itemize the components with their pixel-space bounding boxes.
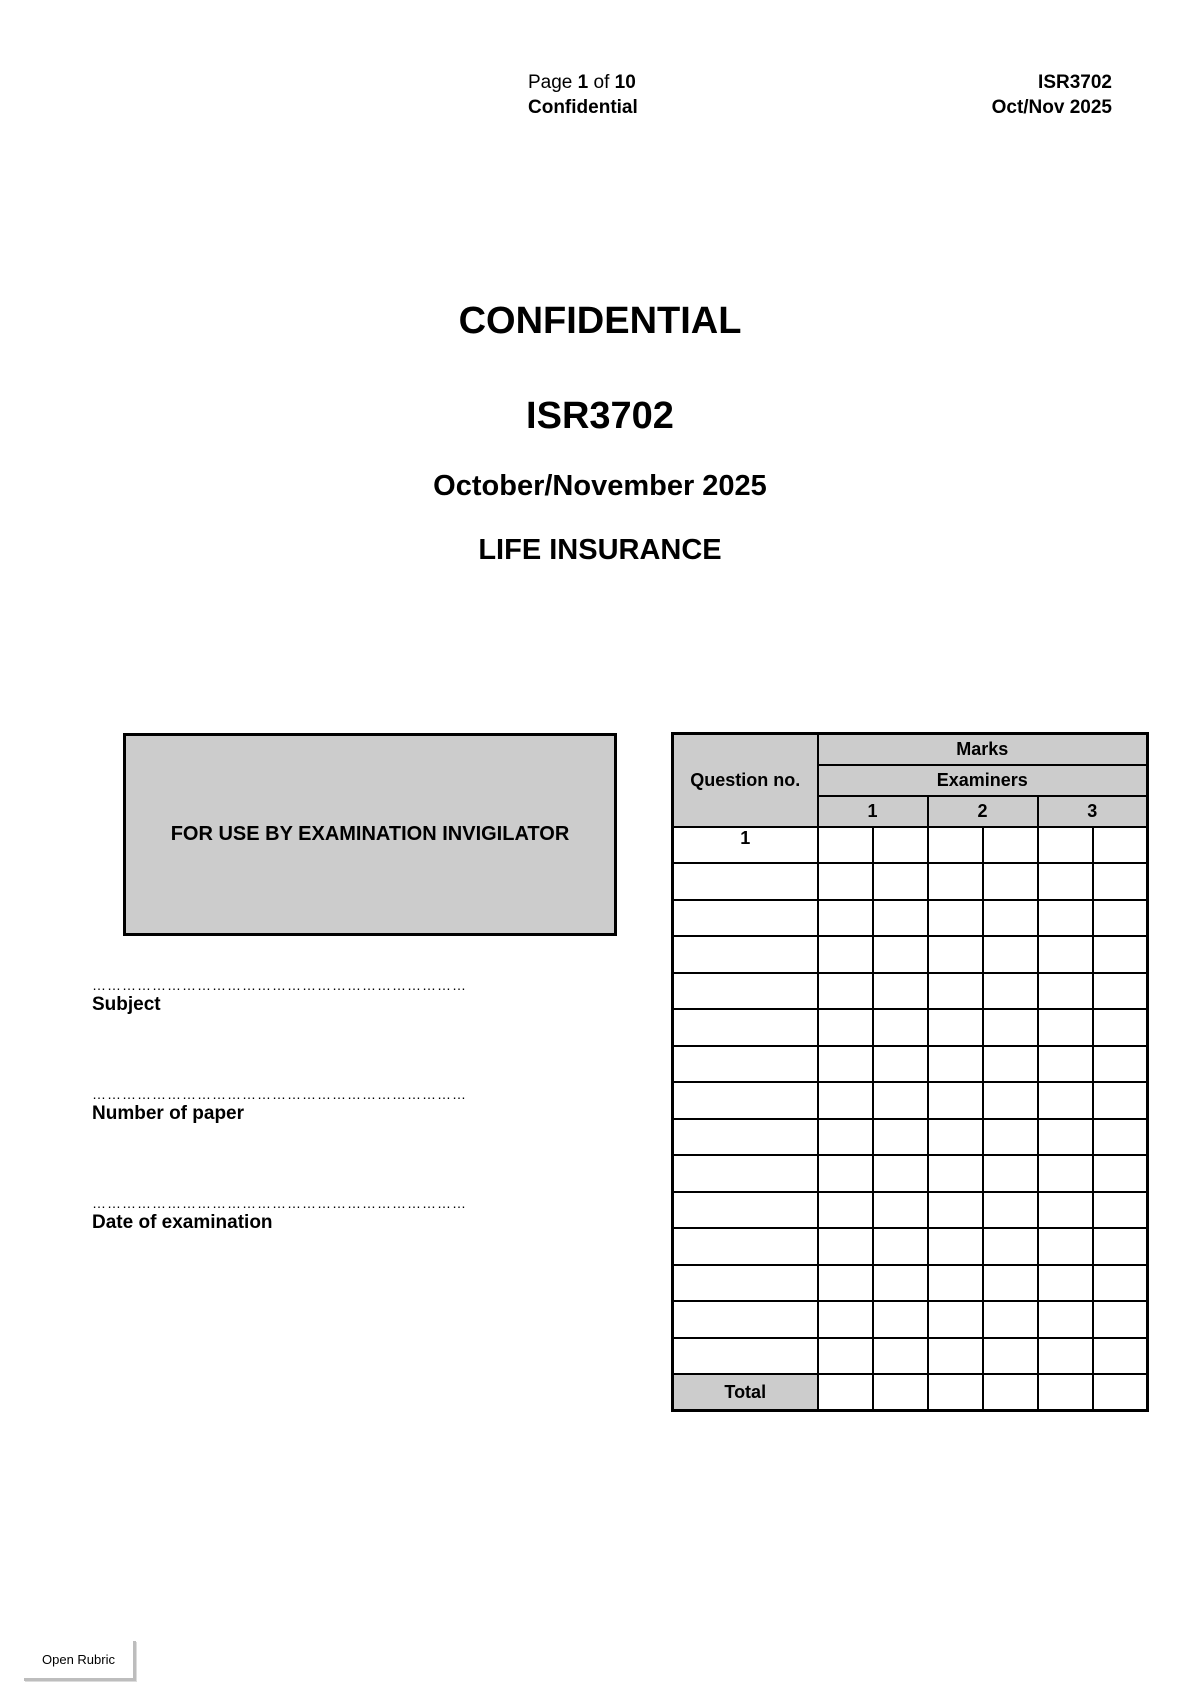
exam-date-label: Date of examination bbox=[92, 1212, 273, 1233]
mark-cell[interactable] bbox=[1038, 936, 1093, 973]
mark-cell[interactable] bbox=[1038, 863, 1093, 900]
mark-cell[interactable] bbox=[873, 1082, 928, 1119]
mark-cell[interactable] bbox=[873, 1192, 928, 1229]
mark-cell[interactable] bbox=[928, 1192, 983, 1229]
table-row bbox=[673, 1119, 1148, 1156]
examiner-1-header: 1 bbox=[818, 796, 928, 827]
mark-cell[interactable] bbox=[818, 1338, 873, 1375]
page-header-left bbox=[528, 70, 638, 120]
mark-cell[interactable] bbox=[1093, 1265, 1148, 1302]
mark-cell[interactable] bbox=[818, 1046, 873, 1083]
mark-cell[interactable] bbox=[928, 1082, 983, 1119]
mark-cell[interactable] bbox=[928, 1228, 983, 1265]
mark-cell[interactable] bbox=[818, 863, 873, 900]
mark-cell[interactable] bbox=[1093, 1301, 1148, 1338]
mark-cell[interactable] bbox=[818, 900, 873, 937]
mark-cell[interactable] bbox=[928, 1009, 983, 1046]
question-number-cell[interactable]: 1 bbox=[673, 827, 818, 864]
subject-title: LIFE INSURANCE bbox=[478, 534, 722, 566]
mark-cell[interactable] bbox=[928, 1301, 983, 1338]
mark-cell[interactable] bbox=[873, 1046, 928, 1083]
marks-header: Marks bbox=[818, 734, 1148, 765]
question-number-header: Question no. bbox=[673, 734, 818, 827]
mark-cell[interactable] bbox=[873, 1265, 928, 1302]
mark-cell[interactable] bbox=[873, 900, 928, 937]
mark-cell[interactable] bbox=[983, 900, 1038, 937]
mark-cell[interactable] bbox=[818, 1192, 873, 1229]
page-indicator bbox=[528, 70, 638, 95]
mark-cell[interactable] bbox=[983, 1009, 1038, 1046]
question-number-cell[interactable] bbox=[673, 1228, 818, 1265]
mark-cell[interactable] bbox=[1038, 827, 1093, 864]
mark-cell[interactable] bbox=[873, 1301, 928, 1338]
question-number-cell[interactable] bbox=[673, 863, 818, 900]
mark-cell[interactable] bbox=[1093, 1155, 1148, 1192]
open-rubric-button[interactable] bbox=[24, 1641, 136, 1681]
total-mark-cell[interactable] bbox=[983, 1374, 1038, 1411]
question-number-cell[interactable] bbox=[673, 936, 818, 973]
subject-field bbox=[92, 980, 607, 1016]
session-title: October/November 2025 bbox=[433, 470, 767, 502]
table-row bbox=[673, 1009, 1148, 1046]
mark-cell[interactable] bbox=[983, 1301, 1038, 1338]
mark-cell[interactable] bbox=[928, 1155, 983, 1192]
mark-cell[interactable] bbox=[983, 1265, 1038, 1302]
mark-cell[interactable] bbox=[1093, 1228, 1148, 1265]
total-mark-cell[interactable] bbox=[1038, 1374, 1093, 1411]
mark-cell[interactable] bbox=[1038, 1265, 1093, 1302]
table-row bbox=[673, 936, 1148, 973]
mark-cell[interactable] bbox=[983, 973, 1038, 1010]
question-number-cell[interactable] bbox=[673, 1119, 818, 1156]
question-number-cell[interactable] bbox=[673, 1082, 818, 1119]
date-dotted-line: ………………………………………………………………… bbox=[92, 1198, 467, 1210]
mark-cell[interactable] bbox=[928, 973, 983, 1010]
mark-cell[interactable] bbox=[983, 936, 1038, 973]
examiners-header: Examiners bbox=[818, 765, 1148, 796]
mark-cell[interactable] bbox=[873, 827, 928, 864]
mark-cell[interactable] bbox=[1093, 863, 1148, 900]
header-period: Oct/Nov 2025 bbox=[991, 97, 1112, 118]
mark-cell[interactable] bbox=[1093, 900, 1148, 937]
question-number-cell[interactable] bbox=[673, 1338, 818, 1375]
mark-cell[interactable] bbox=[1038, 1119, 1093, 1156]
mark-cell[interactable] bbox=[1038, 1228, 1093, 1265]
mark-cell[interactable] bbox=[873, 1155, 928, 1192]
mark-cell[interactable] bbox=[928, 1265, 983, 1302]
table-row bbox=[673, 1265, 1148, 1302]
mark-cell[interactable] bbox=[983, 863, 1038, 900]
mark-cell[interactable] bbox=[983, 1082, 1038, 1119]
mark-cell[interactable] bbox=[1093, 827, 1148, 864]
mark-cell[interactable] bbox=[983, 1338, 1038, 1375]
mark-cell[interactable] bbox=[818, 1301, 873, 1338]
mark-cell[interactable] bbox=[1093, 1119, 1148, 1156]
table-row bbox=[673, 1155, 1148, 1192]
mark-cell[interactable] bbox=[928, 1046, 983, 1083]
mark-cell[interactable] bbox=[818, 1119, 873, 1156]
mark-cell[interactable] bbox=[1093, 1338, 1148, 1375]
mark-cell[interactable] bbox=[1093, 936, 1148, 973]
mark-cell[interactable] bbox=[873, 863, 928, 900]
mark-cell[interactable] bbox=[818, 1155, 873, 1192]
mark-cell[interactable] bbox=[873, 936, 928, 973]
header-course-code: ISR3702 bbox=[1038, 72, 1112, 93]
mark-cell[interactable] bbox=[983, 1155, 1038, 1192]
total-mark-cell[interactable] bbox=[818, 1374, 873, 1411]
question-number-cell[interactable] bbox=[673, 973, 818, 1010]
subject-label: Subject bbox=[92, 994, 161, 1015]
question-number-cell[interactable] bbox=[673, 1301, 818, 1338]
table-row bbox=[673, 973, 1148, 1010]
mark-cell[interactable] bbox=[818, 936, 873, 973]
table-row bbox=[673, 1301, 1148, 1338]
table-row bbox=[673, 1228, 1148, 1265]
table-row bbox=[673, 900, 1148, 937]
mark-cell[interactable] bbox=[1038, 1155, 1093, 1192]
exam-date-field bbox=[92, 1198, 607, 1234]
mark-cell[interactable] bbox=[1038, 1082, 1093, 1119]
mark-cell[interactable] bbox=[818, 973, 873, 1010]
paper-number-field bbox=[92, 1089, 607, 1125]
mark-cell[interactable] bbox=[873, 1009, 928, 1046]
mark-cell[interactable] bbox=[928, 936, 983, 973]
mark-cell[interactable] bbox=[983, 1119, 1038, 1156]
marks-table bbox=[671, 732, 1149, 1412]
mark-cell[interactable] bbox=[1038, 900, 1093, 937]
total-mark-cell[interactable] bbox=[873, 1374, 928, 1411]
mark-cell[interactable] bbox=[983, 1192, 1038, 1229]
table-row bbox=[673, 827, 1148, 864]
mark-cell[interactable] bbox=[1093, 1009, 1148, 1046]
mark-cell[interactable] bbox=[818, 827, 873, 864]
mark-cell[interactable] bbox=[1038, 1338, 1093, 1375]
table-row bbox=[673, 1082, 1148, 1119]
examiner-3-header: 3 bbox=[1038, 796, 1148, 827]
page-word: Page bbox=[528, 72, 573, 93]
mark-cell[interactable] bbox=[873, 973, 928, 1010]
mark-cell[interactable] bbox=[818, 1265, 873, 1302]
total-mark-cell[interactable] bbox=[1093, 1374, 1148, 1411]
subject-dotted-line: ………………………………………………………………… bbox=[92, 980, 467, 992]
question-number-cell[interactable] bbox=[673, 1192, 818, 1229]
table-row bbox=[673, 863, 1148, 900]
question-number-cell[interactable] bbox=[673, 1155, 818, 1192]
mark-cell[interactable] bbox=[818, 1228, 873, 1265]
table-row bbox=[673, 1192, 1148, 1229]
question-number-cell[interactable] bbox=[673, 900, 818, 937]
total-mark-cell[interactable] bbox=[928, 1374, 983, 1411]
mark-cell[interactable] bbox=[1038, 973, 1093, 1010]
mark-cell[interactable] bbox=[983, 1046, 1038, 1083]
mark-cell[interactable] bbox=[873, 1228, 928, 1265]
mark-cell[interactable] bbox=[1038, 1192, 1093, 1229]
mark-cell[interactable] bbox=[1093, 1082, 1148, 1119]
mark-cell[interactable] bbox=[873, 1338, 928, 1375]
mark-cell[interactable] bbox=[928, 1338, 983, 1375]
header-confidential: Confidential bbox=[528, 97, 638, 118]
confidential-title: CONFIDENTIAL bbox=[458, 300, 742, 342]
invigilator-box bbox=[123, 733, 617, 936]
question-number-cell[interactable] bbox=[673, 1265, 818, 1302]
invigilator-box-label: FOR USE BY EXAMINATION INVIGILATOR bbox=[170, 823, 570, 845]
mark-cell[interactable] bbox=[818, 1082, 873, 1119]
mark-cell[interactable] bbox=[818, 1009, 873, 1046]
mark-cell[interactable] bbox=[983, 827, 1038, 864]
mark-cell[interactable] bbox=[928, 827, 983, 864]
mark-cell[interactable] bbox=[1038, 1009, 1093, 1046]
page-current: 1 bbox=[577, 72, 589, 93]
question-number-cell[interactable] bbox=[673, 1009, 818, 1046]
question-number-cell[interactable] bbox=[673, 1046, 818, 1083]
mark-cell[interactable] bbox=[928, 900, 983, 937]
mark-cell[interactable] bbox=[1093, 1046, 1148, 1083]
page-of-word: of bbox=[593, 72, 610, 93]
open-rubric-label: Open Rubric bbox=[42, 1652, 115, 1667]
paper-number-label: Number of paper bbox=[92, 1103, 245, 1124]
page-header-right bbox=[992, 70, 1112, 120]
paper-dotted-line: ………………………………………………………………… bbox=[92, 1089, 467, 1101]
mark-cell[interactable] bbox=[1093, 1192, 1148, 1229]
mark-cell[interactable] bbox=[1093, 973, 1148, 1010]
mark-cell[interactable] bbox=[983, 1228, 1038, 1265]
table-row bbox=[673, 1338, 1148, 1375]
mark-cell[interactable] bbox=[928, 863, 983, 900]
mark-cell[interactable] bbox=[928, 1119, 983, 1156]
mark-cell[interactable] bbox=[873, 1119, 928, 1156]
course-code-title: ISR3702 bbox=[526, 395, 674, 437]
mark-cell[interactable] bbox=[1038, 1046, 1093, 1083]
total-label: Total bbox=[673, 1374, 818, 1411]
total-row bbox=[673, 1374, 1148, 1411]
table-row bbox=[673, 1046, 1148, 1083]
mark-cell[interactable] bbox=[1038, 1301, 1093, 1338]
page-total: 10 bbox=[614, 72, 636, 93]
examiner-2-header: 2 bbox=[928, 796, 1038, 827]
